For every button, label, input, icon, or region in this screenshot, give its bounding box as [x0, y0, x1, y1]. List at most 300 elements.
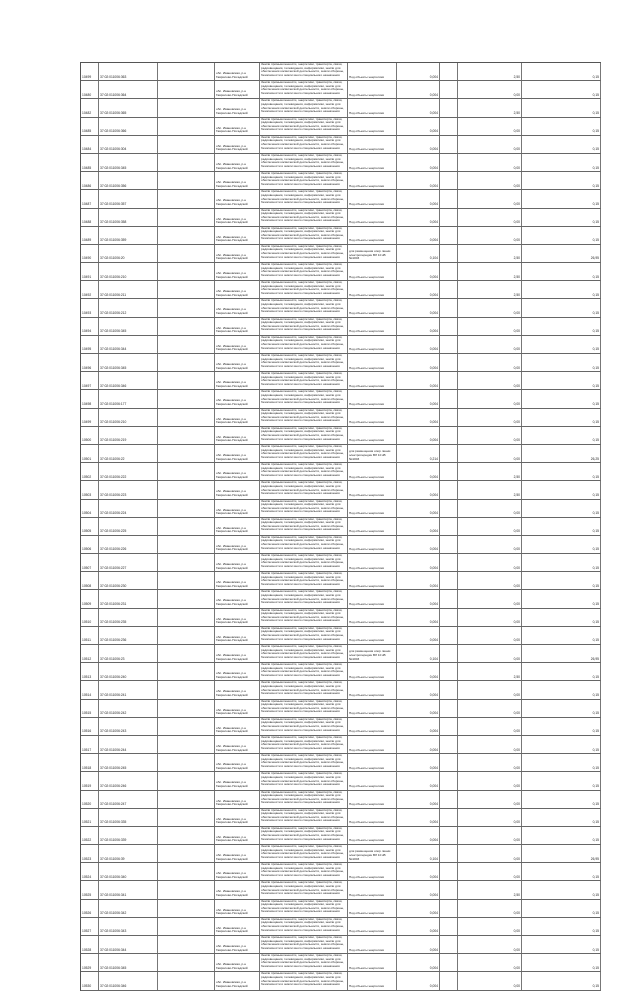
empty-cell: [158, 390, 215, 407]
empty-cell: [158, 481, 215, 498]
table-row: [81, 281, 601, 299]
empty-cell: [158, 99, 215, 116]
cadastral-number: 37:02:011006:22: [99, 445, 158, 462]
permitted-use: для размещения опор линии электропередач ВЛ 10 кВ №1003: [348, 845, 397, 862]
tax-rate: 0,00: [458, 500, 522, 517]
address: обл. Ивановская, р-н Гаврилово-Посадский: [215, 754, 260, 771]
permitted-use: Под объекты энергетики: [348, 881, 397, 898]
empty-cell: [440, 500, 458, 517]
empty-cell: [440, 900, 458, 917]
address: обл. Ивановская, р-н Гаврилово-Посадский: [215, 63, 260, 80]
cadastral-number: 37:02:011006:345: [99, 954, 158, 971]
tax-rate: 0,00: [458, 827, 522, 844]
land-category: Земли промышленности, энергетики, транспорта, связи, радиовещания, телевидения, информатики, земли для обеспечения космической деятельности, земли обороны, безопасности и земли иного специального назначения: [260, 900, 348, 917]
tax-rate: 0,00: [458, 954, 522, 971]
row-number: 10496: [81, 354, 99, 371]
empty-cell: [440, 881, 458, 898]
area-value: 0,004: [397, 209, 440, 226]
row-number: 10484: [81, 136, 99, 153]
table-row: [81, 409, 601, 427]
area-value: 0,004: [397, 700, 440, 717]
empty-cell: [158, 227, 215, 244]
tax-amount: 0,15: [522, 463, 601, 480]
area-value: 0,004: [397, 972, 440, 989]
tax-amount: 26,95: [522, 645, 601, 662]
cadastral-number: 37:02:011006:340: [99, 863, 158, 880]
cadastral-number: 37:02:011006:243: [99, 718, 158, 735]
land-category: Земли промышленности, энергетики, транспорта, связи, радиовещания, телевидения, информатики, земли для обеспечения космической деятельности, земли обороны, безопасности и земли иного специального назначения: [260, 554, 348, 571]
cadastral-number: 37:02:011006:245: [99, 754, 158, 771]
address: обл. Ивановская, р-н Гаврилово-Посадский: [215, 718, 260, 735]
row-number: 10502: [81, 463, 99, 480]
address: обл. Ивановская, р-н Гаврилово-Посадский: [215, 809, 260, 826]
permitted-use: Под объекты энергетики: [348, 299, 397, 316]
address: обл. Ивановская, р-н Гаврилово-Посадский: [215, 554, 260, 571]
permitted-use: Под объекты энергетики: [348, 481, 397, 498]
empty-cell: [158, 554, 215, 571]
empty-cell: [440, 136, 458, 153]
tax-rate: 2,50: [458, 263, 522, 280]
empty-cell: [158, 663, 215, 680]
cadastral-number: 37:02:011006:222: [99, 463, 158, 480]
permitted-use: Под объекты энергетики: [348, 209, 397, 226]
row-number: 10499: [81, 63, 99, 80]
row-number: 10512: [81, 645, 99, 662]
cadastral-number: 37:02:011006:230: [99, 572, 158, 589]
address: обл. Ивановская, р-н Гаврилово-Посадский: [215, 663, 260, 680]
land-category: Земли промышленности, энергетики, транспорта, связи, радиовещания, телевидения, информатики, земли для обеспечения космической деятельности, земли обороны, безопасности и земли иного специального назначения: [260, 463, 348, 480]
tax-rate: 0,00: [458, 900, 522, 917]
cadastral-number: 37:02:011006:341: [99, 881, 158, 898]
row-number: 10522: [81, 827, 99, 844]
address: обл. Ивановская, р-н Гаврилово-Посадский: [215, 845, 260, 862]
cadastral-number: 37:02:011006:247: [99, 791, 158, 808]
row-number: 10518: [81, 754, 99, 771]
permitted-use: для размещения опор линии электропередач ВЛ 10 кВ №1003: [348, 445, 397, 462]
area-value: 0,004: [397, 409, 440, 426]
address: обл. Ивановская, р-н Гаврилово-Посадский: [215, 954, 260, 971]
area-value: 0,004: [397, 500, 440, 517]
tax-amount: 0,15: [522, 863, 601, 880]
address: обл. Ивановская, р-н Гаврилово-Посадский: [215, 136, 260, 153]
empty-cell: [158, 372, 215, 389]
cadastral-number: 37:02:011006:244: [99, 736, 158, 753]
cadastral-number: 37:02:011006:363: [99, 63, 158, 80]
tax-amount: 0,15: [522, 754, 601, 771]
tax-amount: 0,15: [522, 299, 601, 316]
empty-cell: [440, 827, 458, 844]
empty-cell: [440, 245, 458, 262]
empty-cell: [158, 845, 215, 862]
empty-cell: [440, 972, 458, 989]
cadastral-number: 37:02:011006:339: [99, 827, 158, 844]
address: обл. Ивановская, р-н Гаврилово-Посадский: [215, 190, 260, 207]
area-value: 0,004: [397, 736, 440, 753]
row-number: 10503: [81, 481, 99, 498]
permitted-use: Под объекты энергетики: [348, 700, 397, 717]
row-number: 10509: [81, 590, 99, 607]
table-row: [81, 354, 601, 372]
permitted-use: Под объекты энергетики: [348, 681, 397, 698]
cadastral-number: 37:02:011006:39: [99, 845, 158, 862]
cadastral-number: 37:02:011006:224: [99, 500, 158, 517]
table-row: [81, 500, 601, 518]
empty-cell: [440, 736, 458, 753]
tax-amount: 0,15: [522, 118, 601, 135]
empty-cell: [158, 627, 215, 644]
tax-rate: 0,00: [458, 809, 522, 826]
land-category: Земли промышленности, энергетики, транспорта, связи, радиовещания, телевидения, информатики, земли для обеспечения космической деятельности, земли обороны, безопасности и земли иного специального назначения: [260, 227, 348, 244]
empty-cell: [158, 518, 215, 535]
empty-cell: [158, 681, 215, 698]
tax-amount: 0,15: [522, 791, 601, 808]
empty-cell: [158, 299, 215, 316]
empty-cell: [158, 409, 215, 426]
table-row: [81, 918, 601, 936]
cadastral-number: 37:02:011006:23: [99, 645, 158, 662]
empty-cell: [158, 772, 215, 789]
empty-cell: [158, 154, 215, 171]
address: обл. Ивановская, р-н Гаврилово-Посадский: [215, 427, 260, 444]
table-row: [81, 900, 601, 918]
empty-cell: [440, 481, 458, 498]
empty-cell: [158, 445, 215, 462]
empty-cell: [158, 736, 215, 753]
land-category: Земли промышленности, энергетики, транспорта, связи, радиовещания, телевидения, информатики, земли для обеспечения космической деятельности, земли обороны, безопасности и земли иного специального назначения: [260, 645, 348, 662]
address: обл. Ивановская, р-н Гаврилово-Посадский: [215, 645, 260, 662]
land-category: Земли промышленности, энергетики, транспорта, связи, радиовещания, телевидения, информатики, земли для обеспечения космической деятельности, земли обороны, безопасности и земли иного специального назначения: [260, 609, 348, 626]
area-value: 0,004: [397, 390, 440, 407]
address: обл. Ивановская, р-н Гаврилово-Посадский: [215, 590, 260, 607]
row-number: 10487: [81, 190, 99, 207]
area-value: 0,004: [397, 718, 440, 735]
permitted-use: Под объекты энергетики: [348, 627, 397, 644]
table-row: [81, 209, 601, 227]
tax-rate: 0,00: [458, 336, 522, 353]
empty-cell: [440, 99, 458, 116]
cadastral-number: 37:02:011006:219: [99, 427, 158, 444]
area-value: 0,004: [397, 81, 440, 98]
area-value: 0,004: [397, 63, 440, 80]
empty-cell: [158, 972, 215, 989]
area-value: 0,004: [397, 281, 440, 298]
permitted-use: Под объекты энергетики: [348, 754, 397, 771]
area-value: 0,104: [397, 245, 440, 262]
address: обл. Ивановская, р-н Гаврилово-Посадский: [215, 263, 260, 280]
table-row: [81, 681, 601, 699]
area-value: 0,004: [397, 190, 440, 207]
table-row: [81, 154, 601, 172]
area-value: 0,104: [397, 845, 440, 862]
tax-rate: 0,00: [458, 372, 522, 389]
permitted-use: Под объекты энергетики: [348, 609, 397, 626]
row-number: 10480: [81, 81, 99, 98]
row-number: 10485: [81, 118, 99, 135]
area-value: 0,004: [397, 791, 440, 808]
cadastral-number: 37:02:011006:223: [99, 481, 158, 498]
table-row: [81, 263, 601, 281]
tax-amount: 0,15: [522, 136, 601, 153]
land-category: Земли промышленности, энергетики, транспорта, связи, радиовещания, телевидения, информатики, земли для обеспечения космической деятельности, земли обороны, безопасности и земли иного специального назначения: [260, 881, 348, 898]
permitted-use: Под объекты энергетики: [348, 99, 397, 116]
land-category: Земли промышленности, энергетики, транспорта, связи, радиовещания, телевидения, информатики, земли для обеспечения космической деятельности, земли обороны, безопасности и земли иного специального назначения: [260, 791, 348, 808]
area-value: 0,004: [397, 136, 440, 153]
tax-rate: 0,00: [458, 791, 522, 808]
address: обл. Ивановская, р-н Гаврилово-Посадский: [215, 336, 260, 353]
area-value: 0,004: [397, 863, 440, 880]
empty-cell: [158, 172, 215, 189]
empty-cell: [158, 190, 215, 207]
address: обл. Ивановская, р-н Гаврилово-Посадский: [215, 299, 260, 316]
tax-rate: 0,00: [458, 536, 522, 553]
tax-rate: 2,50: [458, 281, 522, 298]
row-number: 10495: [81, 336, 99, 353]
empty-cell: [158, 590, 215, 607]
area-value: 0,004: [397, 954, 440, 971]
land-category: Земли промышленности, энергетики, транспорта, связи, радиовещания, телевидения, информатики, земли для обеспечения космической деятельности, земли обороны, безопасности и земли иного специального назначения: [260, 863, 348, 880]
tax-amount: 0,15: [522, 936, 601, 953]
land-category: Земли промышленности, энергетики, транспорта, связи, радиовещания, телевидения, информатики, земли для обеспечения космической деятельности, земли обороны, безопасности и земли иного специального назначения: [260, 918, 348, 935]
table-row: [81, 700, 601, 718]
table-row: [81, 190, 601, 208]
tax-rate: 0,00: [458, 518, 522, 535]
area-value: 0,004: [397, 336, 440, 353]
cadastral-number: 37:02:011006:345: [99, 354, 158, 371]
address: обл. Ивановская, р-н Гаврилово-Посадский: [215, 972, 260, 989]
table-row: [81, 481, 601, 499]
permitted-use: Под объекты энергетики: [348, 318, 397, 335]
address: обл. Ивановская, р-н Гаврилово-Посадский: [215, 627, 260, 644]
cadastral-number: 37:02:011006:357: [99, 190, 158, 207]
cadastral-number: 37:02:011006:225: [99, 518, 158, 535]
land-category: Земли промышленности, энергетики, транспорта, связи, радиовещания, телевидения, информатики, земли для обеспечения космической деятельности, земли обороны, безопасности и земли иного специального назначения: [260, 936, 348, 953]
row-number: 10490: [81, 245, 99, 262]
land-category: Земли промышленности, энергетики, транспорта, связи, радиовещания, телевидения, информатики, земли для обеспечения космической деятельности, земли обороны, безопасности и земли иного специального назначения: [260, 572, 348, 589]
empty-cell: [158, 718, 215, 735]
tax-rate: 2,50: [458, 881, 522, 898]
row-number: 10505: [81, 518, 99, 535]
tax-rate: 0,00: [458, 554, 522, 571]
tax-amount: 0,15: [522, 500, 601, 517]
tax-rate: 2,50: [458, 99, 522, 116]
table-row: [81, 936, 601, 954]
row-number: 10494: [81, 318, 99, 335]
land-category: Земли промышленности, энергетики, транспорта, связи, радиовещания, телевидения, информатики, земли для обеспечения космической деятельности, земли обороны, безопасности и земли иного специального назначения: [260, 772, 348, 789]
empty-cell: [440, 209, 458, 226]
tax-amount: 0,15: [522, 318, 601, 335]
land-category: Земли промышленности, энергетики, транспорта, связи, радиовещания, телевидения, информатики, земли для обеспечения космической деятельности, земли обороны, безопасности и земли иного специального назначения: [260, 99, 348, 116]
land-category: Земли промышленности, энергетики, транспорта, связи, радиовещания, телевидения, информатики, земли для обеспечения космической деятельности, земли обороны, безопасности и земли иного специального назначения: [260, 209, 348, 226]
cadastral-number: 37:02:011006:343: [99, 918, 158, 935]
permitted-use: Под объекты энергетики: [348, 572, 397, 589]
tax-rate: 0,00: [458, 118, 522, 135]
area-value: 0,004: [397, 936, 440, 953]
empty-cell: [440, 772, 458, 789]
row-number: 10516: [81, 718, 99, 735]
tax-rate: 0,00: [458, 627, 522, 644]
cadastral-number: 37:02:011006:227: [99, 554, 158, 571]
address: обл. Ивановская, р-н Гаврилово-Посадский: [215, 918, 260, 935]
empty-cell: [440, 590, 458, 607]
tax-amount: 0,15: [522, 772, 601, 789]
address: обл. Ивановская, р-н Гаврилово-Посадский: [215, 154, 260, 171]
address: обл. Ивановская, р-н Гаврилово-Посадский: [215, 354, 260, 371]
empty-cell: [440, 390, 458, 407]
address: обл. Ивановская, р-н Гаврилово-Посадский: [215, 481, 260, 498]
permitted-use: Под объекты энергетики: [348, 227, 397, 244]
tax-amount: 0,15: [522, 481, 601, 498]
area-value: 0,004: [397, 318, 440, 335]
row-number: 10529: [81, 954, 99, 971]
empty-cell: [440, 554, 458, 571]
tax-rate: 0,00: [458, 736, 522, 753]
tax-amount: 0,15: [522, 972, 601, 989]
area-value: 0,214: [397, 445, 440, 462]
tax-rate: 0,00: [458, 445, 522, 462]
land-category: Земли промышленности, энергетики, транспорта, связи, радиовещания, телевидения, информатики, земли для обеспечения космической деятельности, земли обороны, безопасности и земли иного специального назначения: [260, 427, 348, 444]
permitted-use: Под объекты энергетики: [348, 518, 397, 535]
land-category: Земли промышленности, энергетики, транспорта, связи, радиовещания, телевидения, информатики, земли для обеспечения космической деятельности, земли обороны, безопасности и земли иного специального назначения: [260, 190, 348, 207]
empty-cell: [440, 190, 458, 207]
cadastral-number: 37:02:011006:211: [99, 281, 158, 298]
row-number: 10500: [81, 427, 99, 444]
tax-amount: 0,15: [522, 263, 601, 280]
tax-rate: 0,00: [458, 572, 522, 589]
empty-cell: [440, 81, 458, 98]
table-row: [81, 718, 601, 736]
row-number: 10482: [81, 99, 99, 116]
empty-cell: [158, 245, 215, 262]
row-number: 10525: [81, 881, 99, 898]
tax-amount: 0,15: [522, 881, 601, 898]
empty-cell: [158, 500, 215, 517]
address: обл. Ивановская, р-н Гаврилово-Посадский: [215, 572, 260, 589]
area-value: 0,004: [397, 372, 440, 389]
empty-cell: [440, 791, 458, 808]
address: обл. Ивановская, р-н Гаврилово-Посадский: [215, 681, 260, 698]
land-category: Земли промышленности, энергетики, транспорта, связи, радиовещания, телевидения, информатики, земли для обеспечения космической деятельности, земли обороны, безопасности и земли иного специального назначения: [260, 518, 348, 535]
area-value: 0,004: [397, 627, 440, 644]
area-value: 0,004: [397, 481, 440, 498]
table-row: [81, 318, 601, 336]
address: обл. Ивановская, р-н Гаврилово-Посадский: [215, 536, 260, 553]
tax-amount: 0,15: [522, 390, 601, 407]
row-number: 10485: [81, 154, 99, 171]
land-category: Земли промышленности, энергетики, транспорта, связи, радиовещания, телевидения, информатики, земли для обеспечения космической деятельности, земли обороны, безопасности и земли иного специального назначения: [260, 481, 348, 498]
tax-rate: 2,50: [458, 481, 522, 498]
tax-amount: 0,15: [522, 590, 601, 607]
empty-cell: [440, 536, 458, 553]
tax-amount: 0,15: [522, 736, 601, 753]
empty-cell: [158, 918, 215, 935]
empty-cell: [440, 627, 458, 644]
land-category: Земли промышленности, энергетики, транспорта, связи, радиовещания, телевидения, информатики, земли для обеспечения космической деятельности, земли обороны, безопасности и земли иного специального назначения: [260, 681, 348, 698]
row-number: 10504: [81, 500, 99, 517]
permitted-use: Под объекты энергетики: [348, 118, 397, 135]
table-row: [81, 227, 601, 245]
table-row: [81, 863, 601, 881]
row-number: 10517: [81, 736, 99, 753]
land-category: Земли промышленности, энергетики, транспорта, связи, радиовещания, телевидения, информатики, земли для обеспечения космической деятельности, земли обороны, безопасности и земли иного специального назначения: [260, 500, 348, 517]
empty-cell: [158, 700, 215, 717]
tax-amount: 0,15: [522, 190, 601, 207]
tax-amount: 0,15: [522, 554, 601, 571]
empty-cell: [158, 645, 215, 662]
area-value: 0,004: [397, 299, 440, 316]
permitted-use: Под объекты энергетики: [348, 900, 397, 917]
tax-amount: 0,15: [522, 518, 601, 535]
empty-cell: [440, 427, 458, 444]
land-category: Земли промышленности, энергетики, транспорта, связи, радиовещания, телевидения, информатики, земли для обеспечения космической деятельности, земли обороны, безопасности и земли иного специального назначения: [260, 263, 348, 280]
empty-cell: [440, 863, 458, 880]
permitted-use: Под объекты энергетики: [348, 63, 397, 80]
tax-rate: 0,00: [458, 190, 522, 207]
empty-cell: [440, 172, 458, 189]
permitted-use: Под объекты энергетики: [348, 263, 397, 280]
cadastral-number: 37:02:011006:240: [99, 663, 158, 680]
address: обл. Ивановская, р-н Гаврилово-Посадский: [215, 736, 260, 753]
permitted-use: Под объекты энергетики: [348, 463, 397, 480]
tax-amount: 0,15: [522, 918, 601, 935]
permitted-use: Под объекты энергетики: [348, 427, 397, 444]
row-number: 10499: [81, 409, 99, 426]
row-number: 10486: [81, 172, 99, 189]
land-category: Земли промышленности, энергетики, транспорта, связи, радиовещания, телевидения, информатики, земли для обеспечения космической деятельности, земли обороны, безопасности и земли иного специального назначения: [260, 754, 348, 771]
table-row: [81, 590, 601, 608]
tax-amount: 26,25: [522, 445, 601, 462]
row-number: 10491: [81, 263, 99, 280]
permitted-use: Под объекты энергетики: [348, 736, 397, 753]
tax-amount: 0,15: [522, 663, 601, 680]
tax-rate: 2,50: [458, 245, 522, 262]
tax-amount: 0,15: [522, 81, 601, 98]
empty-cell: [440, 609, 458, 626]
land-category: Земли промышленности, энергетики, транспорта, связи, радиовещания, телевидения, информатики, земли для обеспечения космической деятельности, земли обороны, безопасности и земли иного специального назначения: [260, 809, 348, 826]
area-value: 0,004: [397, 881, 440, 898]
tax-rate: 0,00: [458, 754, 522, 771]
land-category: Земли промышленности, энергетики, транспорта, связи, радиовещания, телевидения, информатики, земли для обеспечения космической деятельности, земли обороны, безопасности и земли иного специального назначения: [260, 390, 348, 407]
address: обл. Ивановская, р-н Гаврилово-Посадский: [215, 245, 260, 262]
area-value: 0,004: [397, 518, 440, 535]
cadastral-number: 37:02:011006:364: [99, 81, 158, 98]
table-row: [81, 390, 601, 408]
empty-cell: [158, 536, 215, 553]
cadastral-number: 37:02:011006:358: [99, 209, 158, 226]
area-value: 0,004: [397, 681, 440, 698]
address: обл. Ивановская, р-н Гаврилово-Посадский: [215, 372, 260, 389]
area-value: 0,004: [397, 118, 440, 135]
table-row: [81, 445, 601, 463]
empty-cell: [158, 81, 215, 98]
tax-amount: 0,15: [522, 227, 601, 244]
tax-amount: 0,15: [522, 718, 601, 735]
area-value: 0,004: [397, 154, 440, 171]
area-value: 0,004: [397, 554, 440, 571]
cadastral-number: 37:02:011006:226: [99, 536, 158, 553]
tax-amount: 0,15: [522, 281, 601, 298]
tax-rate: 0,00: [458, 427, 522, 444]
cadastral-number: 37:02:011006:304: [99, 136, 158, 153]
tax-rate: 0,00: [458, 209, 522, 226]
permitted-use: Под объекты энергетики: [348, 936, 397, 953]
row-number: 10519: [81, 772, 99, 789]
tax-rate: 0,00: [458, 845, 522, 862]
empty-cell: [158, 263, 215, 280]
empty-cell: [440, 572, 458, 589]
tax-rate: 0,00: [458, 609, 522, 626]
permitted-use: Под объекты энергетики: [348, 718, 397, 735]
tax-amount: 0,15: [522, 809, 601, 826]
